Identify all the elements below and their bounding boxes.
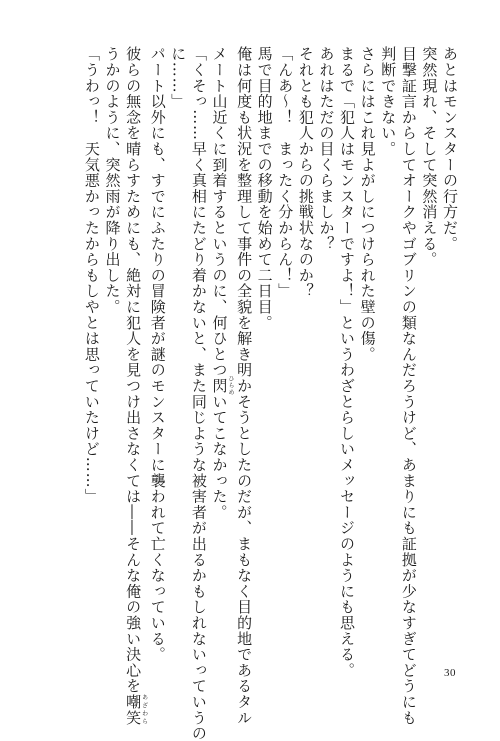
text-line: 「んあ〜！ まったく分からん！」 [276, 46, 295, 299]
text-line: メート山近くに到着するというのに、何ひとつ閃ひらめいてこなかった。 [210, 46, 234, 521]
text-line: 判断できない。 [379, 46, 398, 157]
text-line: 目撃証言からしてオークやゴブリンの類なんだろうけど、あまりにも証拠が少なすぎてどうにも [399, 46, 418, 726]
text-line: あとはモンスターの行方だ。 [441, 46, 459, 252]
text-line: 突然現れ、そして突然消える。 [420, 46, 439, 268]
text-line: さらにはこれ見よがしにつけられた壁の傷。 [358, 46, 377, 362]
text-line: あれはただの目くらましか？ [317, 46, 336, 252]
furigana: 嘲笑あざわら [124, 693, 148, 726]
text-line: パート以外にも、すでにふたりの冒険者が謎のモンスターに襲われて亡くなっている。 [148, 46, 167, 663]
text-line: まるで「犯人はモンスターですよ！」というわざとらしいメッセージのようにも思える。 [338, 46, 357, 678]
text-line: うかのように、突然雨が降り出した。 [103, 46, 122, 315]
furigana: 閃ひらめ [210, 375, 234, 396]
text-line: 彼らの無念を晴らすためにも、絶対に犯人を見つけ出さなくては――そんな俺の強い決心を嘲笑あざわら [124, 46, 148, 726]
text-line: 「うわっ！ 天気悪かったからもしやとは思っていたけど……」 [82, 46, 101, 505]
text-line: に……」 [169, 46, 188, 110]
text-line: 「くそっ……早く真相にたどり着かないと、また同じような被害者が出るかもしれないっていうの [189, 46, 208, 741]
text-line: それとも犯人からの挑戦状なのか？ [296, 46, 315, 299]
text-line: 俺は何度も状況を整理して事件の全貌を解き明かそうとしたのだが、まもなく目的地であるタル [235, 46, 254, 726]
page-number: 30 [444, 667, 456, 679]
text-line: 馬で目的地までの移動を始めて二日目。 [255, 46, 274, 331]
